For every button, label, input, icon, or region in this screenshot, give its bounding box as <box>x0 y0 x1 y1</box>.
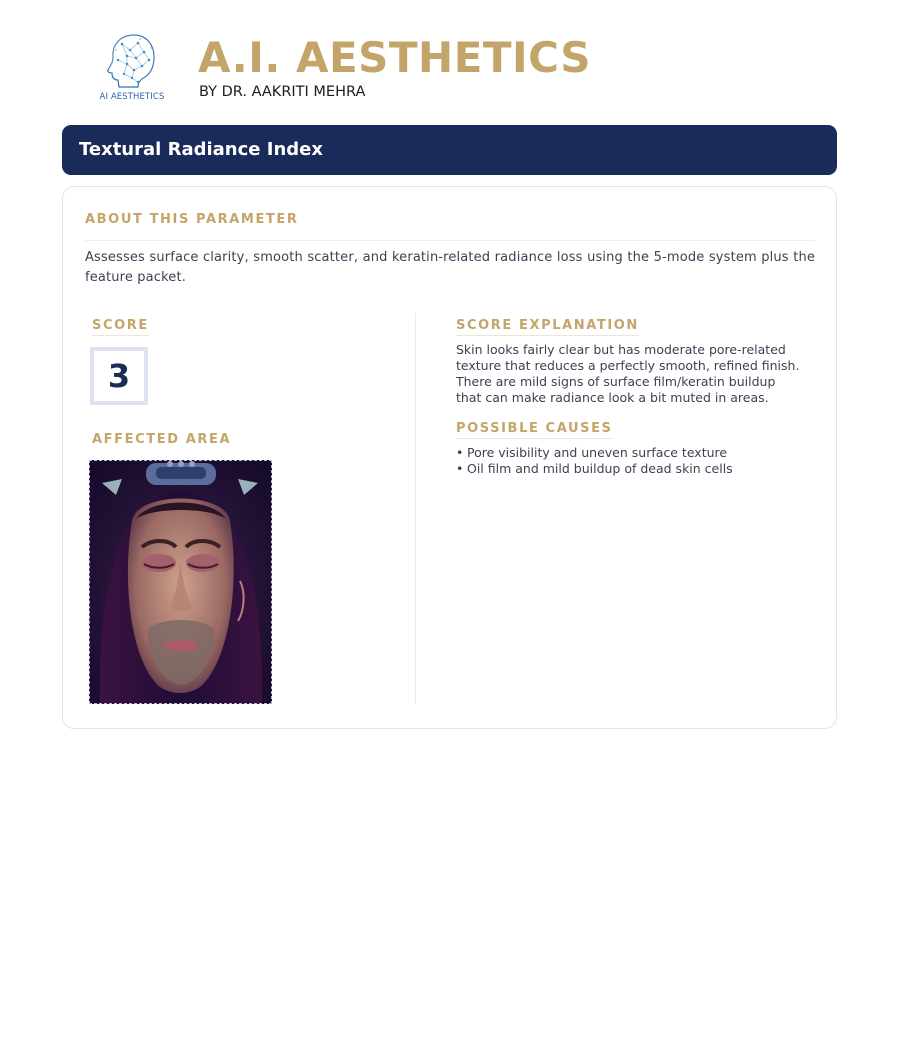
about-divider <box>85 240 815 241</box>
score-heading: SCORE <box>92 318 149 336</box>
bullet-icon: • <box>456 461 464 476</box>
brand-title: A.I. AESTHETICS <box>198 33 592 82</box>
score-value: 3 <box>107 357 131 395</box>
parameter-title-bar <box>62 125 837 175</box>
report-header <box>0 0 900 120</box>
about-text: Assesses surface clarity, smooth scatter, and keratin-related radiance loss using the 5-mode system plus the feature packet. <box>85 250 815 285</box>
possible-causes-list <box>456 445 801 477</box>
affected-area-image <box>89 460 272 704</box>
affected-area-heading: AFFECTED AREA <box>92 432 232 447</box>
head-profile-network-icon <box>94 30 170 92</box>
list-item <box>456 445 801 461</box>
list-item <box>456 461 801 477</box>
brand-logo <box>94 30 170 106</box>
face-scan-photo <box>90 461 271 703</box>
column-divider <box>415 313 416 704</box>
possible-causes-heading: POSSIBLE CAUSES <box>456 421 613 439</box>
about-heading: ABOUT THIS PARAMETER <box>85 212 299 227</box>
parameter-card <box>62 186 837 729</box>
score-explanation-heading: SCORE EXPLANATION <box>456 318 639 336</box>
parameter-title: Textural Radiance Index <box>79 139 323 160</box>
score-badge <box>90 347 148 405</box>
logo-caption: AI AESTHETICS <box>99 92 165 102</box>
brand-subtitle: BY DR. AAKRITI MEHRA <box>199 84 366 100</box>
bullet-icon: • <box>456 445 464 460</box>
score-explanation-text: Skin looks fairly clear but has moderate pore-related texture that reduces a perfectly smooth, refined finish. There are mild signs of surface film/keratin buildup that can make radiance look a bit muted in areas. <box>456 342 800 405</box>
cause-text: Oil film and mild buildup of dead skin cells <box>467 461 733 476</box>
cause-text: Pore visibility and uneven surface texture <box>467 445 728 460</box>
